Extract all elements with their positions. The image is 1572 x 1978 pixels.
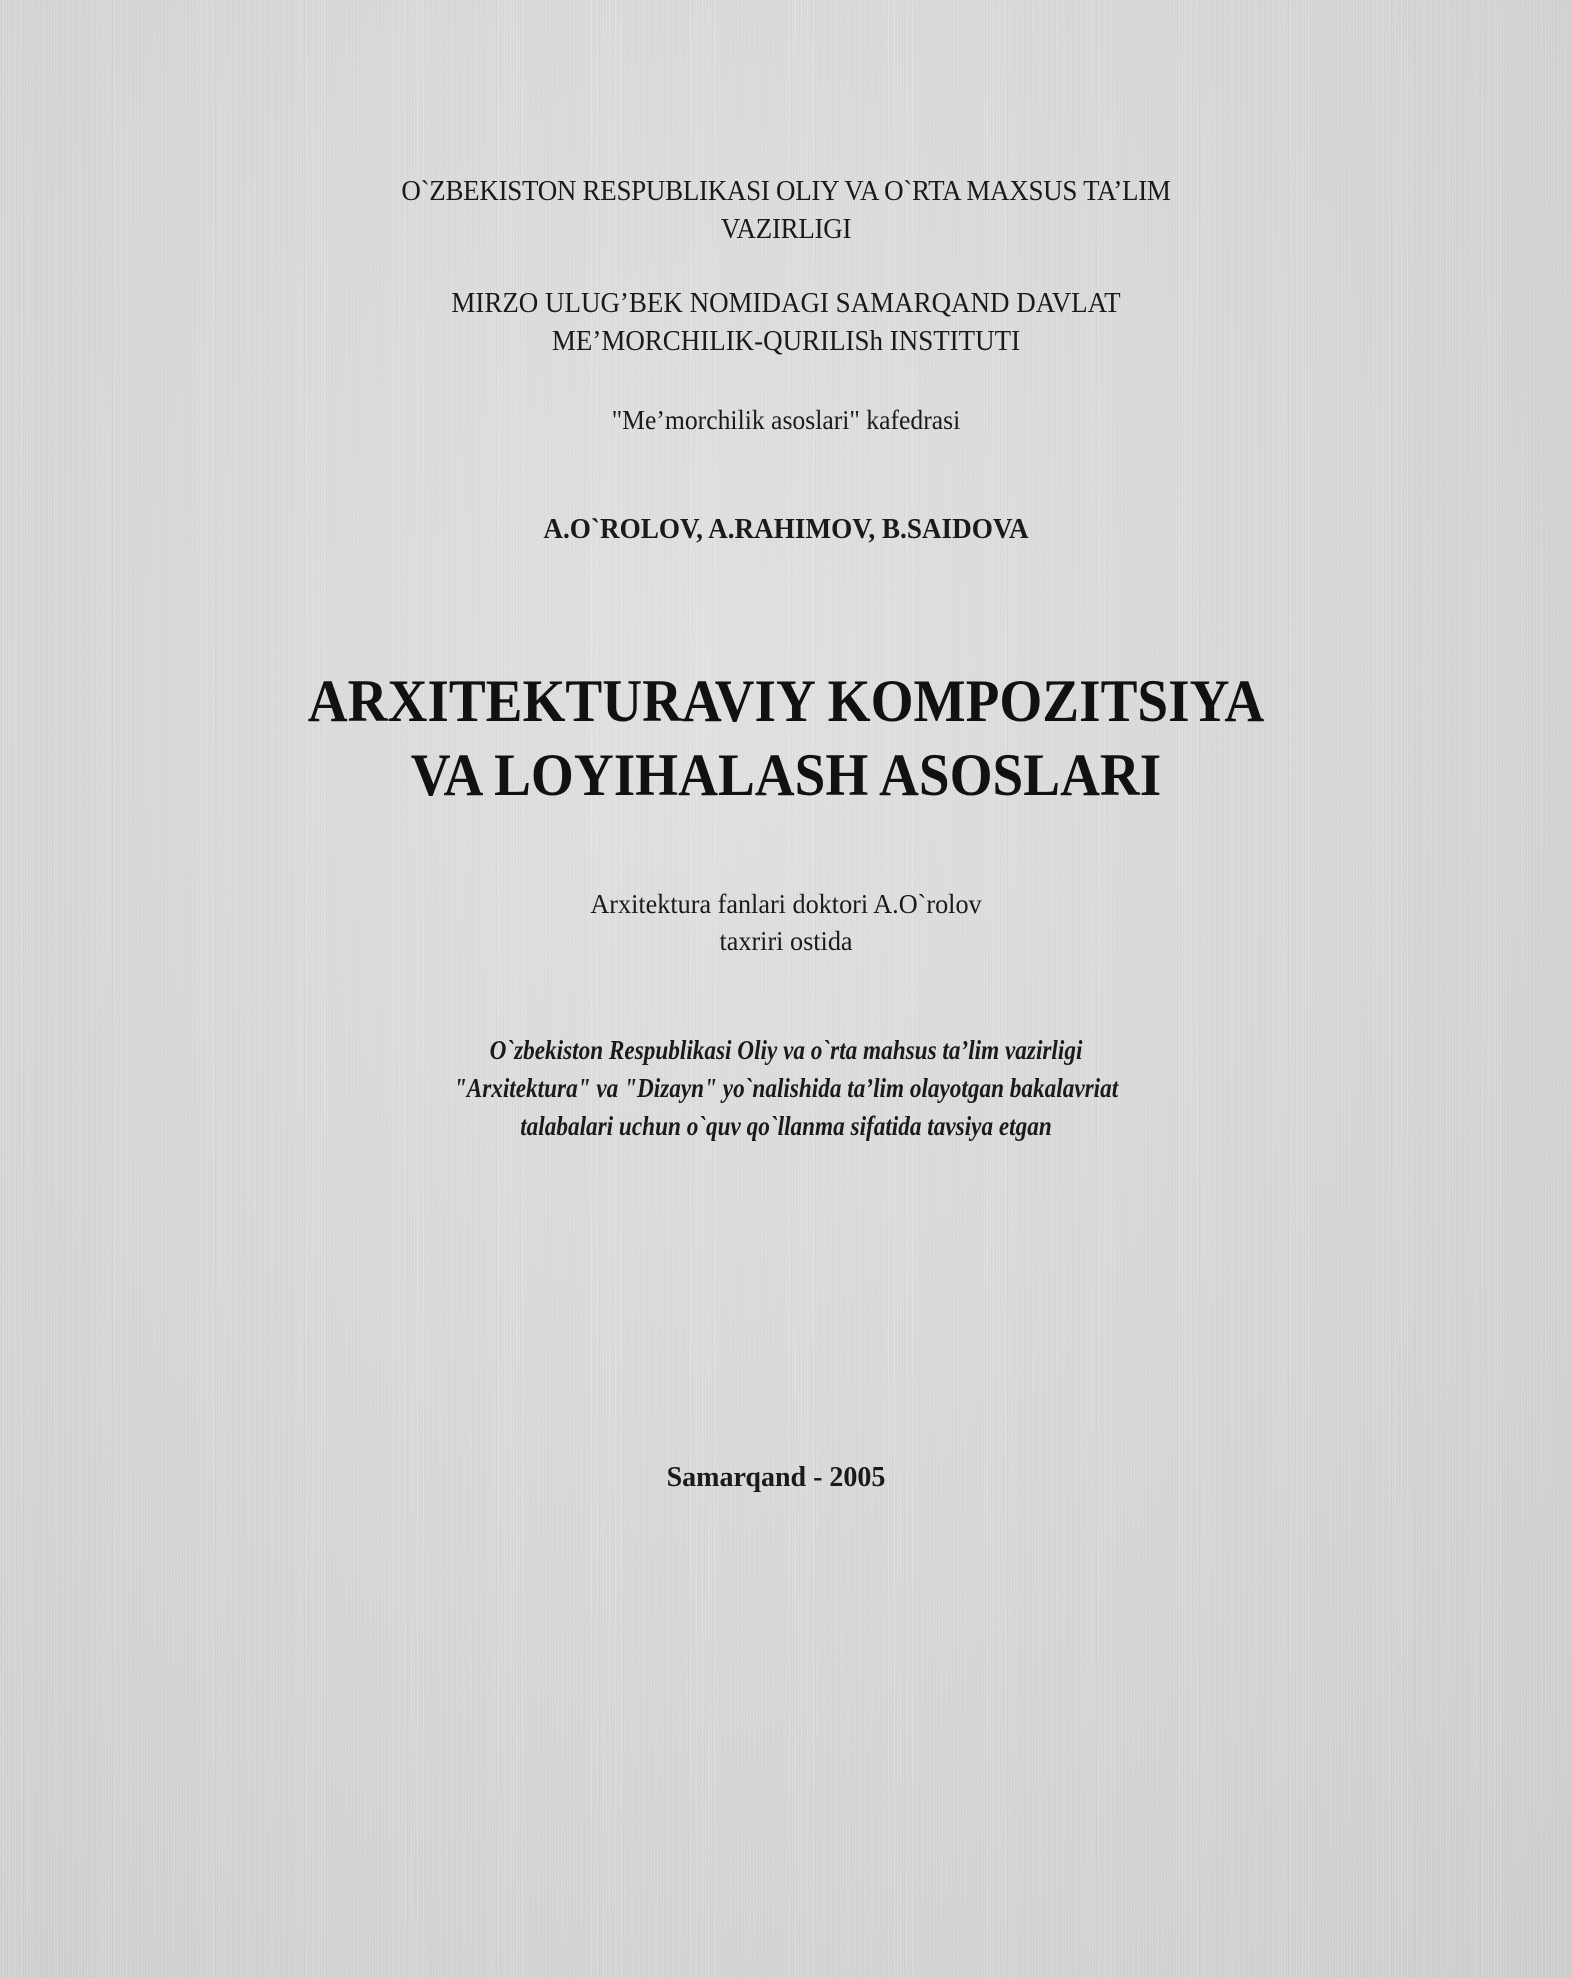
recommendation-note <box>83 1031 1490 1145</box>
editor-line-1: Arxitektura fanlari doktori A.O`rolov <box>590 889 982 919</box>
recommendation-line-2: "Arxitektura" va "Dizayn" yo`nalishida ta’lim olayotgan bakalavriat <box>453 1073 1119 1103</box>
book-title <box>33 664 1538 812</box>
institute-line-1: MIRZO ULUG’BEK NOMIDAGI SAMARQAND DAVLAT <box>451 287 1121 319</box>
book-title-line-1: ARXITEKTURAVIY KOMPOZITSIYA <box>307 668 1265 734</box>
department-name: "Me’morchilik asoslari" kafedrasi <box>611 405 961 435</box>
ministry-line-1: O`ZBEKISTON RESPUBLIKASI OLIY VA O`RTA MAXSUS TA’LIM <box>401 175 1171 207</box>
institute-heading <box>25 284 1546 360</box>
recommendation-line-1: O`zbekiston Respublikasi Oliy va o`rta mahsus ta’lim vazirligi <box>489 1035 1083 1065</box>
ministry-line-2: VAZIRLIGI <box>720 213 852 245</box>
editor-line-2: taxriri ostida <box>719 926 853 956</box>
place-and-year: Samarqand - 2005 <box>666 1462 886 1493</box>
recommendation-line-3: talabalari uchun o`quv qo`llanma sifatida tavsiya etgan <box>520 1111 1052 1141</box>
book-title-line-2: VA LOYIHALASH ASOSLARI <box>410 742 1162 808</box>
institute-line-2: ME’MORCHILIK-QURILISh INSTITUTI <box>551 325 1021 357</box>
editor-note <box>0 886 1572 960</box>
authors: A.O`ROLOV, A.RAHIMOV, B.SAIDOVA <box>543 514 1029 545</box>
ministry-heading <box>25 172 1546 248</box>
